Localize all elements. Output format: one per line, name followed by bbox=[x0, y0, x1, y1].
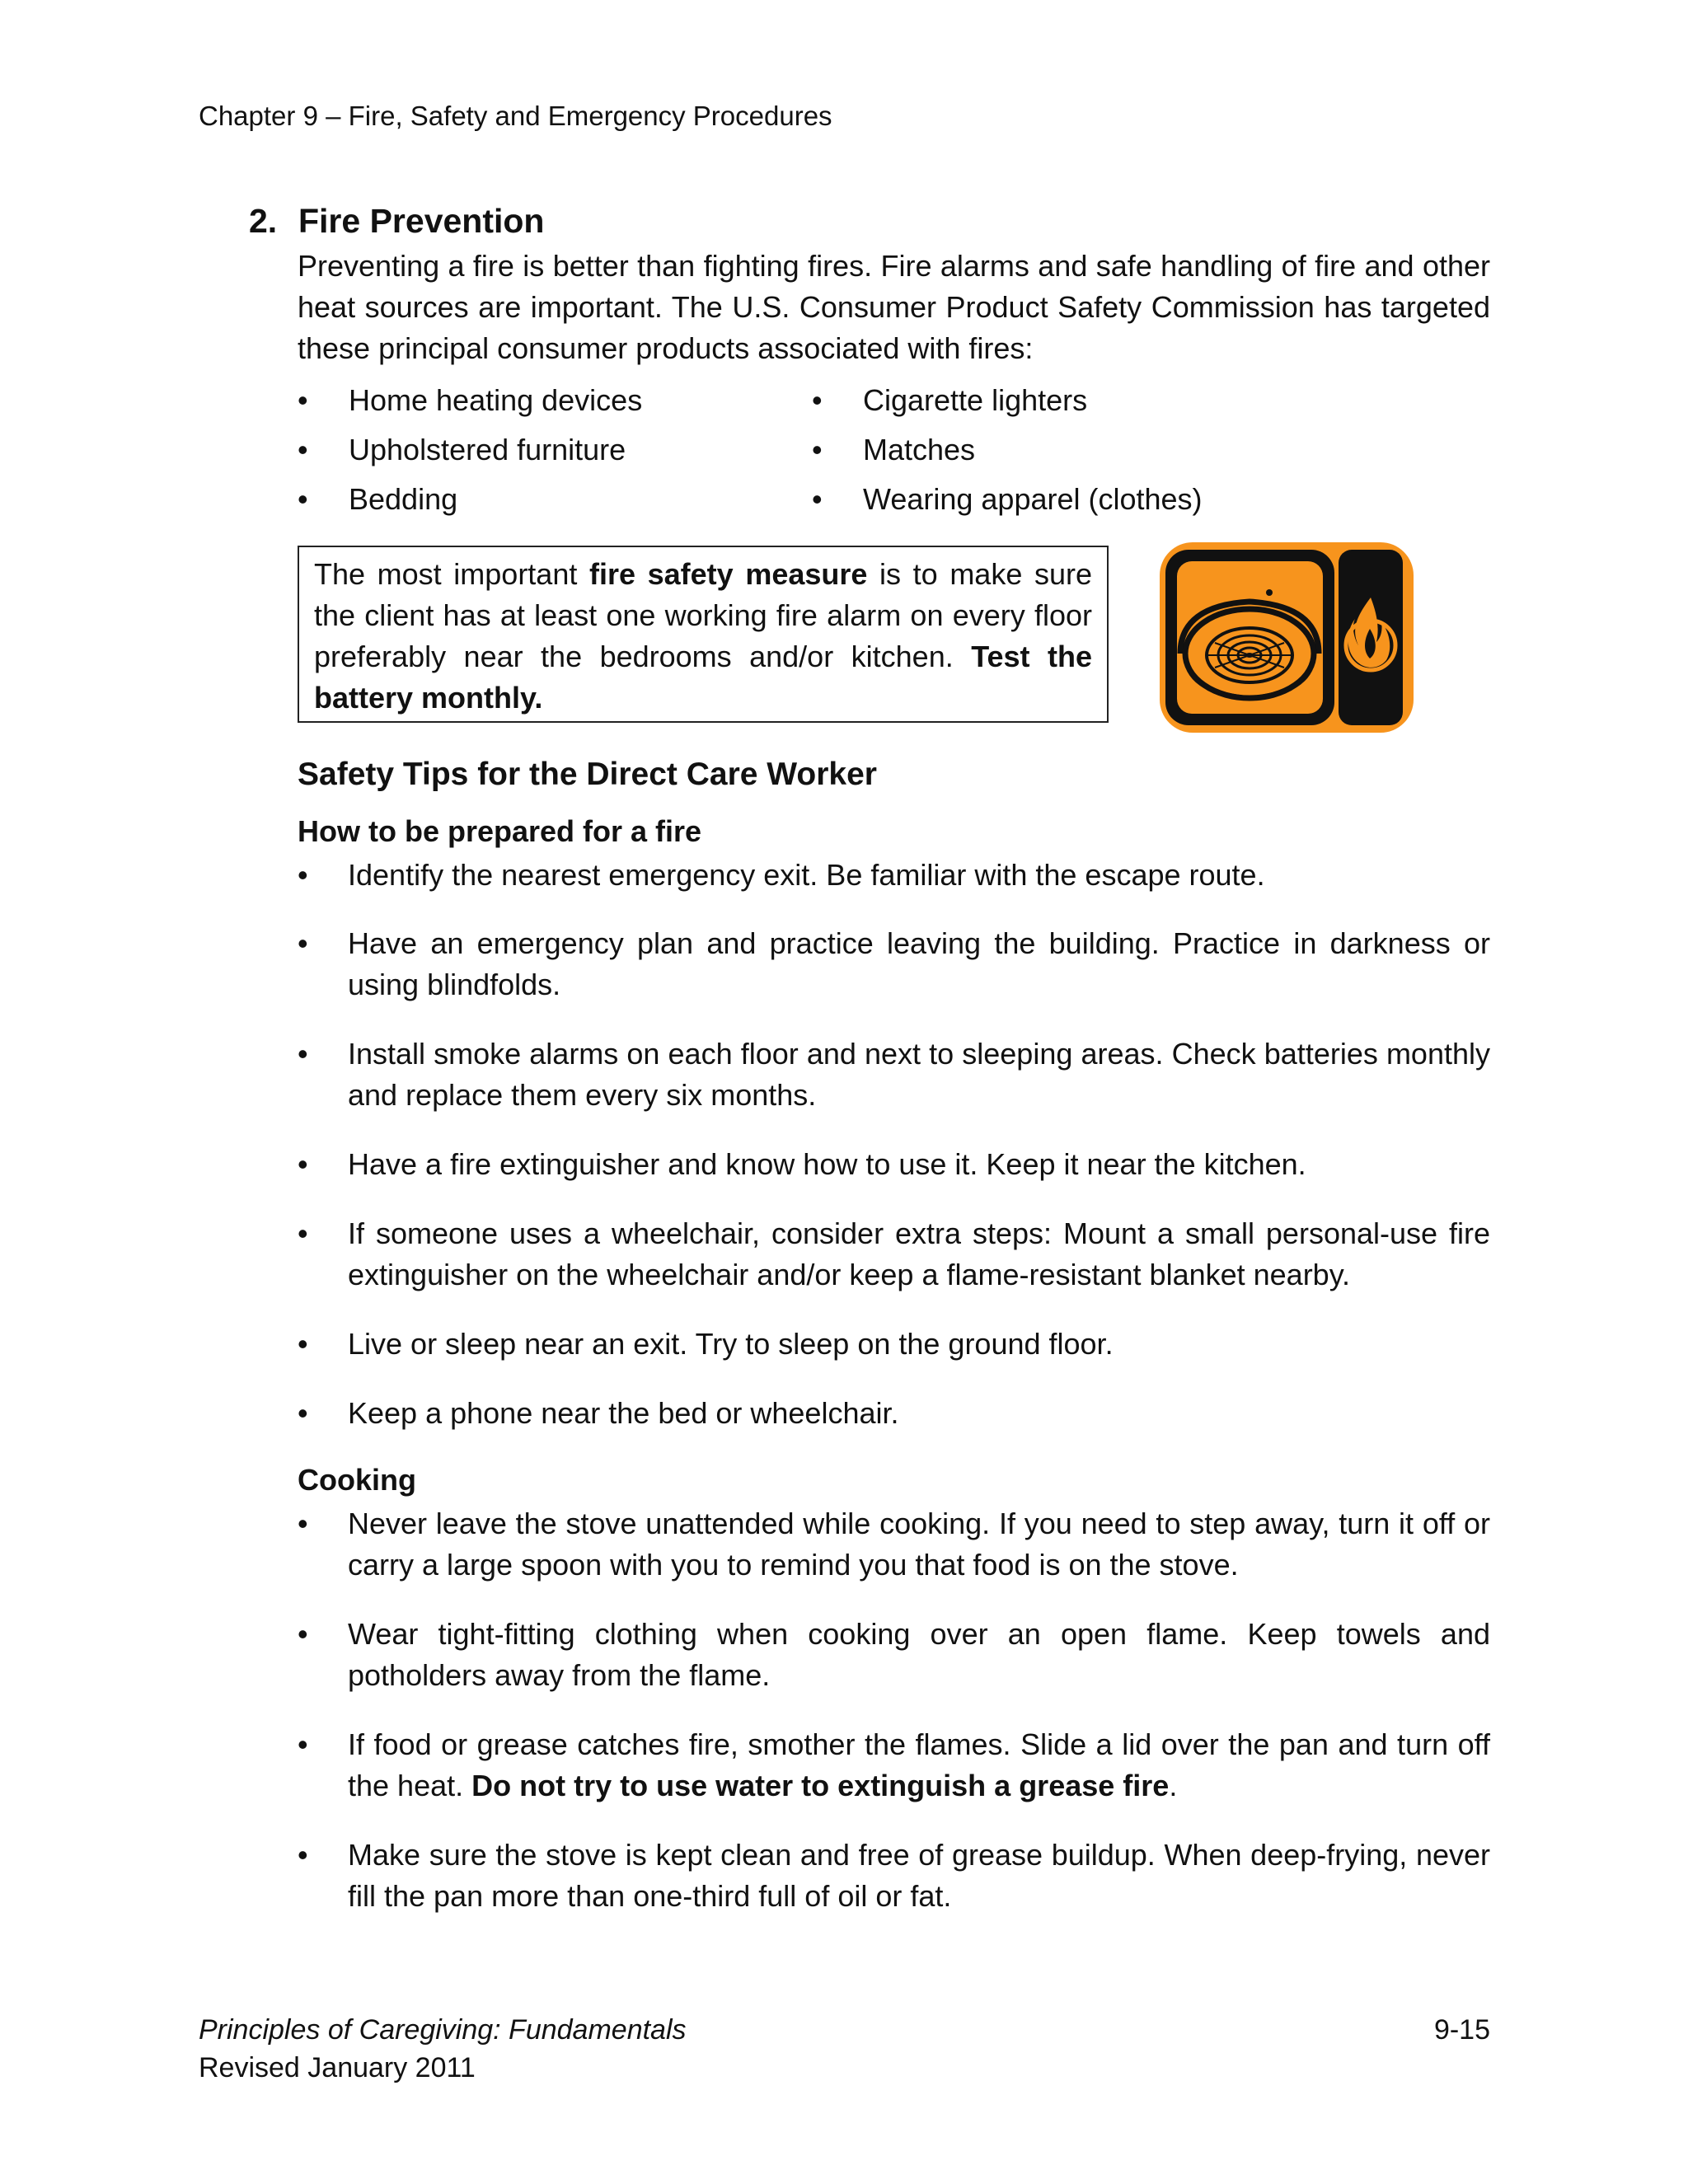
bullet: • bbox=[298, 1037, 308, 1071]
grease-text-end: . bbox=[1169, 1769, 1178, 1802]
smoke-alarm-icon bbox=[1157, 540, 1416, 735]
bullet: • bbox=[298, 1838, 308, 1872]
prepared-heading: How to be prepared for a fire bbox=[298, 814, 702, 848]
list-item bbox=[298, 1324, 1490, 1365]
footer-revised: Revised January 2011 bbox=[199, 2052, 476, 2083]
bullet: • bbox=[298, 1147, 308, 1181]
section-number: 2. bbox=[249, 202, 278, 240]
grease-text: If food or grease catches fire, smother the flames. Slide a lid over the pan and turn off the heat. bbox=[348, 1727, 1490, 1802]
page-number: 9-15 bbox=[1433, 2014, 1490, 2046]
product-list-left bbox=[298, 376, 642, 524]
running-header: Chapter 9 – Fire, Safety and Emergency Procedures bbox=[199, 101, 832, 131]
callout-emphasis: fire safety measure bbox=[588, 557, 868, 591]
bullet: • bbox=[298, 1327, 308, 1361]
footer-left bbox=[199, 2011, 687, 2087]
list-item bbox=[298, 1614, 1490, 1696]
safety-tips-heading: Safety Tips for the Direct Care Worker bbox=[298, 757, 877, 792]
list-item: • Bedding bbox=[298, 475, 642, 524]
fire-safety-callout bbox=[298, 546, 1109, 723]
callout-text: is to make sure the client has at least one working fire alarm on every floor preferably near the bedrooms and/or kitchen. bbox=[314, 557, 1092, 673]
list-item-text: Never leave the stove unattended while cooking. If you need to step away, turn it off or carry a large spoon with you to remind you that food is on the stove. bbox=[348, 1507, 1490, 1582]
list-item bbox=[298, 1724, 1490, 1807]
list-item-text: Keep a phone near the bed or wheelchair. bbox=[348, 1396, 899, 1430]
list-item bbox=[298, 855, 1490, 896]
callout-test-battery: Test the battery monthly. bbox=[314, 640, 1092, 715]
grease-warning: Do not try to use water to extinguish a grease fire bbox=[471, 1769, 1170, 1802]
list-item bbox=[298, 1213, 1490, 1296]
list-item-text: Have a fire extinguisher and know how to use it. Keep it near the kitchen. bbox=[348, 1147, 1306, 1181]
list-item-text: Make sure the stove is kept clean and free of grease buildup. When deep-frying, never fill the pan more than one-third full of oil or fat. bbox=[348, 1838, 1490, 1913]
list-item: • Matches bbox=[812, 425, 1203, 475]
list-item-text: Identify the nearest emergency exit. Be familiar with the escape route. bbox=[348, 858, 1265, 892]
list-item: • Home heating devices bbox=[298, 376, 642, 425]
list-item: • Cigarette lighters bbox=[812, 376, 1203, 425]
list-item-text: Wear tight-fitting clothing when cooking over an open flame. Keep towels and potholders away from the flame. bbox=[348, 1617, 1490, 1692]
bullet: • bbox=[298, 1396, 308, 1430]
bullet: • bbox=[298, 858, 308, 892]
bullet: • bbox=[298, 1507, 308, 1540]
section-title: Fire Prevention bbox=[298, 202, 545, 240]
intro-paragraph: Preventing a fire is better than fighting fires. Fire alarms and safe handling of fire and other heat sources are important. The U.S. Consumer Product Safety Commission has targeted these principal consumer products associated with fires: bbox=[298, 249, 1490, 365]
bullet: • bbox=[298, 1727, 308, 1761]
list-item bbox=[298, 1144, 1490, 1185]
bullet: • bbox=[298, 926, 308, 960]
product-list-right bbox=[812, 376, 1203, 524]
list-item bbox=[298, 1503, 1490, 1586]
list-item-text: Live or sleep near an exit. Try to sleep on the ground floor. bbox=[348, 1327, 1114, 1361]
bullet: • bbox=[298, 1216, 308, 1250]
bullet: • bbox=[298, 1617, 308, 1651]
list-item bbox=[298, 1033, 1490, 1116]
callout-text: The most important bbox=[314, 557, 589, 591]
list-item-text bbox=[348, 1724, 1490, 1807]
list-item: • Upholstered furniture bbox=[298, 425, 642, 475]
list-item-text: If someone uses a wheelchair, consider extra steps: Mount a small personal-use fire extinguisher on the wheelchair and/or keep a flame-resistant blanket nearby. bbox=[348, 1216, 1490, 1291]
list-item: • Wearing apparel (clothes) bbox=[812, 475, 1203, 524]
list-item bbox=[298, 1835, 1490, 1917]
list-item bbox=[298, 1393, 1490, 1434]
list-item bbox=[298, 923, 1490, 1005]
list-item-text: Have an emergency plan and practice leaving the building. Practice in darkness or using blindfolds. bbox=[348, 926, 1490, 1001]
list-item-text: Install smoke alarms on each floor and next to sleeping areas. Check batteries monthly and replace them every six months. bbox=[348, 1037, 1490, 1112]
footer-book-title: Principles of Caregiving: Fundamentals bbox=[199, 2014, 687, 2046]
cooking-heading: Cooking bbox=[298, 1463, 416, 1497]
section-heading bbox=[249, 202, 544, 241]
